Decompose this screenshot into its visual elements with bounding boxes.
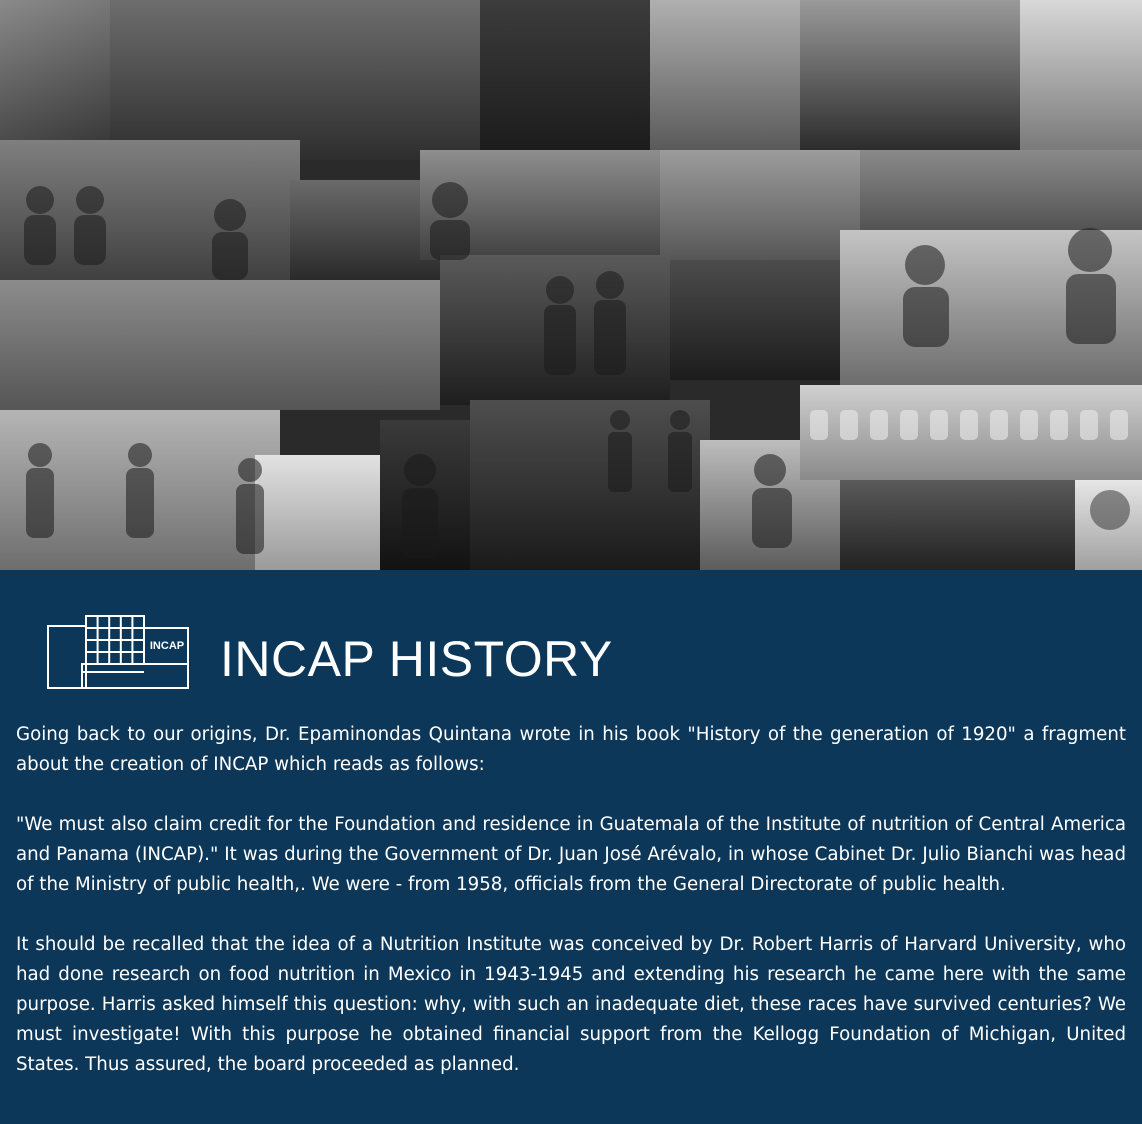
- page-title: INCAP HISTORY: [220, 631, 613, 687]
- paragraph-quote: "We must also claim credit for the Foundation and residence in Guatemala of the Institute of nutrition of Central America and Panama (INCAP)." It was during the Government of Dr. Juan José Arévalo, in whose Cabinet Dr. Julio Bianchi was head of the Ministry of public health,. We were - from 1958, officials from the General Directorate of public health.: [16, 814, 1126, 895]
- history-panel: [0, 570, 1142, 1124]
- paragraph-harris: It should be recalled that the idea of a Nutrition Institute was conceived by Dr. Robert Harris of Harvard University, who had done research on food nutrition in Mexico in 1943-1945 and extending his research he came here with the same purpose. Harris asked himself this question: why, with such an inadequate diet, these races have survived centuries? We must investigate! With this purpose he obtained financial support from the Kellogg Foundation of Michigan, United States. Thus assured, the board proceeded as planned.: [16, 934, 1126, 1075]
- history-text: [16, 720, 1126, 1080]
- building-icon-label: INCAP: [149, 640, 185, 652]
- title-row: [46, 612, 613, 692]
- paragraph-intro: Going back to our origins, Dr. Epaminondas Quintana wrote in his book "History of the generation of 1920" a fragment about the creation of INCAP which reads as follows:: [16, 724, 1126, 775]
- building-icon: [46, 614, 190, 690]
